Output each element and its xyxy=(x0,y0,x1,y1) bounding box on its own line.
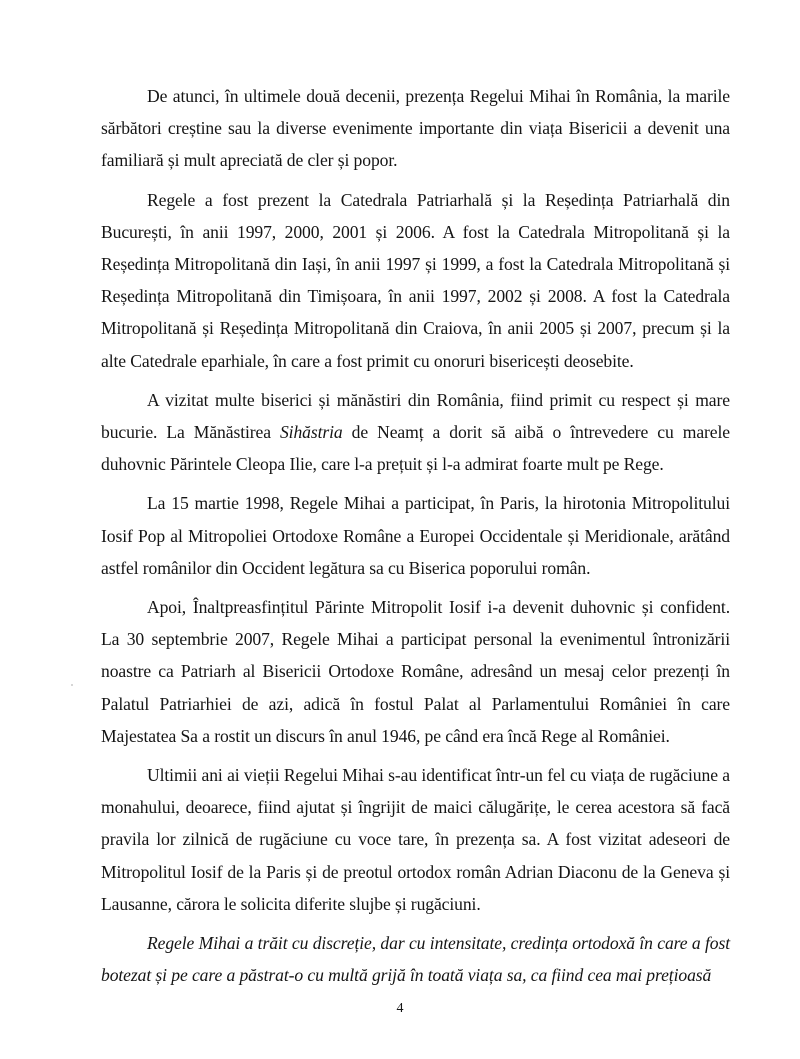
paragraph-7-italic: Regele Mihai a trăit cu discreție, dar cu intensitate, credința ortodoxă în care a fost botezat și pe care a păstrat-o cu multă grijă în toată viața sa, ca fiind cea mai prețioasă xyxy=(101,933,730,986)
scan-speck xyxy=(71,684,73,686)
paragraph-2: Regele a fost prezent la Catedrala Patriarhală și la Reședința Patriarhală din București, în anii 1997, 2000, 2001 și 2006. A fost la Catedrala Mitropolitană și la Reședința Mitropolitană din Iași, în anii 1997 și 1999, a fost la Catedrala Mitropolitană și Reședința Mitropolitană din Timișoara, în anii 1997, 2002 și 2008. A fost la Catedrala Mitropolitană și Reședința Mitropolitană din Craiova, în anii 2005 și 2007, precum și la alte Catedrale eparhiale, în care a fost primit cu onoruri bisericești deosebite. xyxy=(101,189,730,371)
paragraph-1: De atunci, în ultimele două decenii, prezența Regelui Mihai în România, la marile sărbători creștine sau la diverse evenimente importante din viața Bisericii a devenit una familiară și mult apreciată de cler și popor. xyxy=(101,86,730,171)
paragraph-6: Ultimii ani ai vieții Regelui Mihai s-au identificat într-un fel cu viața de rugăciune a monahului, deoarece, fiind ajutat și îngrijit de maici călugărițe, le cerea acestora să facă pravila lor zilnică de rugăciune cu voce tare, în prezența sa. A fost vizitat adeseori de Mitropolitul Iosif de la Paris și de preotul ortodox român Adrian Diaconu de la Geneva și Lausanne, cărora le solicita diferite slujbe și rugăciuni. xyxy=(101,765,730,914)
paragraph-3-text-end: de Neamț a dorit să aibă o întrevedere cu marele duhovnic Părintele Cleopa Ilie, care l-a prețuit și l-a admirat foarte mult pe Rege. xyxy=(101,422,730,475)
paragraph-3 xyxy=(101,384,730,481)
page-number: 4 xyxy=(396,1001,404,1016)
paragraph-5: Apoi, Înaltpreasfințitul Părinte Mitropolit Iosif i-a devenit duhovnic și confident. La 30 septembrie 2007, Regele Mihai a participat personal la evenimentul întronizării noastre ca Patriarh al Bisericii Ortodoxe Române, adresând un mesaj celor prezenți în Palatul Patriarhiei de azi, adică în fostul Palat al Parlamentului României în care Majestatea Sa a rostit un discurs în anul 1946, pe când era încă Rege al României. xyxy=(101,597,730,746)
paragraph-3-text-start: A vizitat multe biserici și mănăstiri din România, fiind primit cu respect și mare bucurie. La Mănăstirea xyxy=(101,389,730,443)
monastery-name: Sihăstria xyxy=(279,422,343,443)
paragraph-4: La 15 martie 1998, Regele Mihai a participat, în Paris, la hirotonia Mitropolitului Iosif Pop al Mitropoliei Ortodoxe Române a Europei Occidentale și Meridionale, arătând astfel românilor din Occident legătura sa cu Biserica poporului român. xyxy=(101,493,730,578)
